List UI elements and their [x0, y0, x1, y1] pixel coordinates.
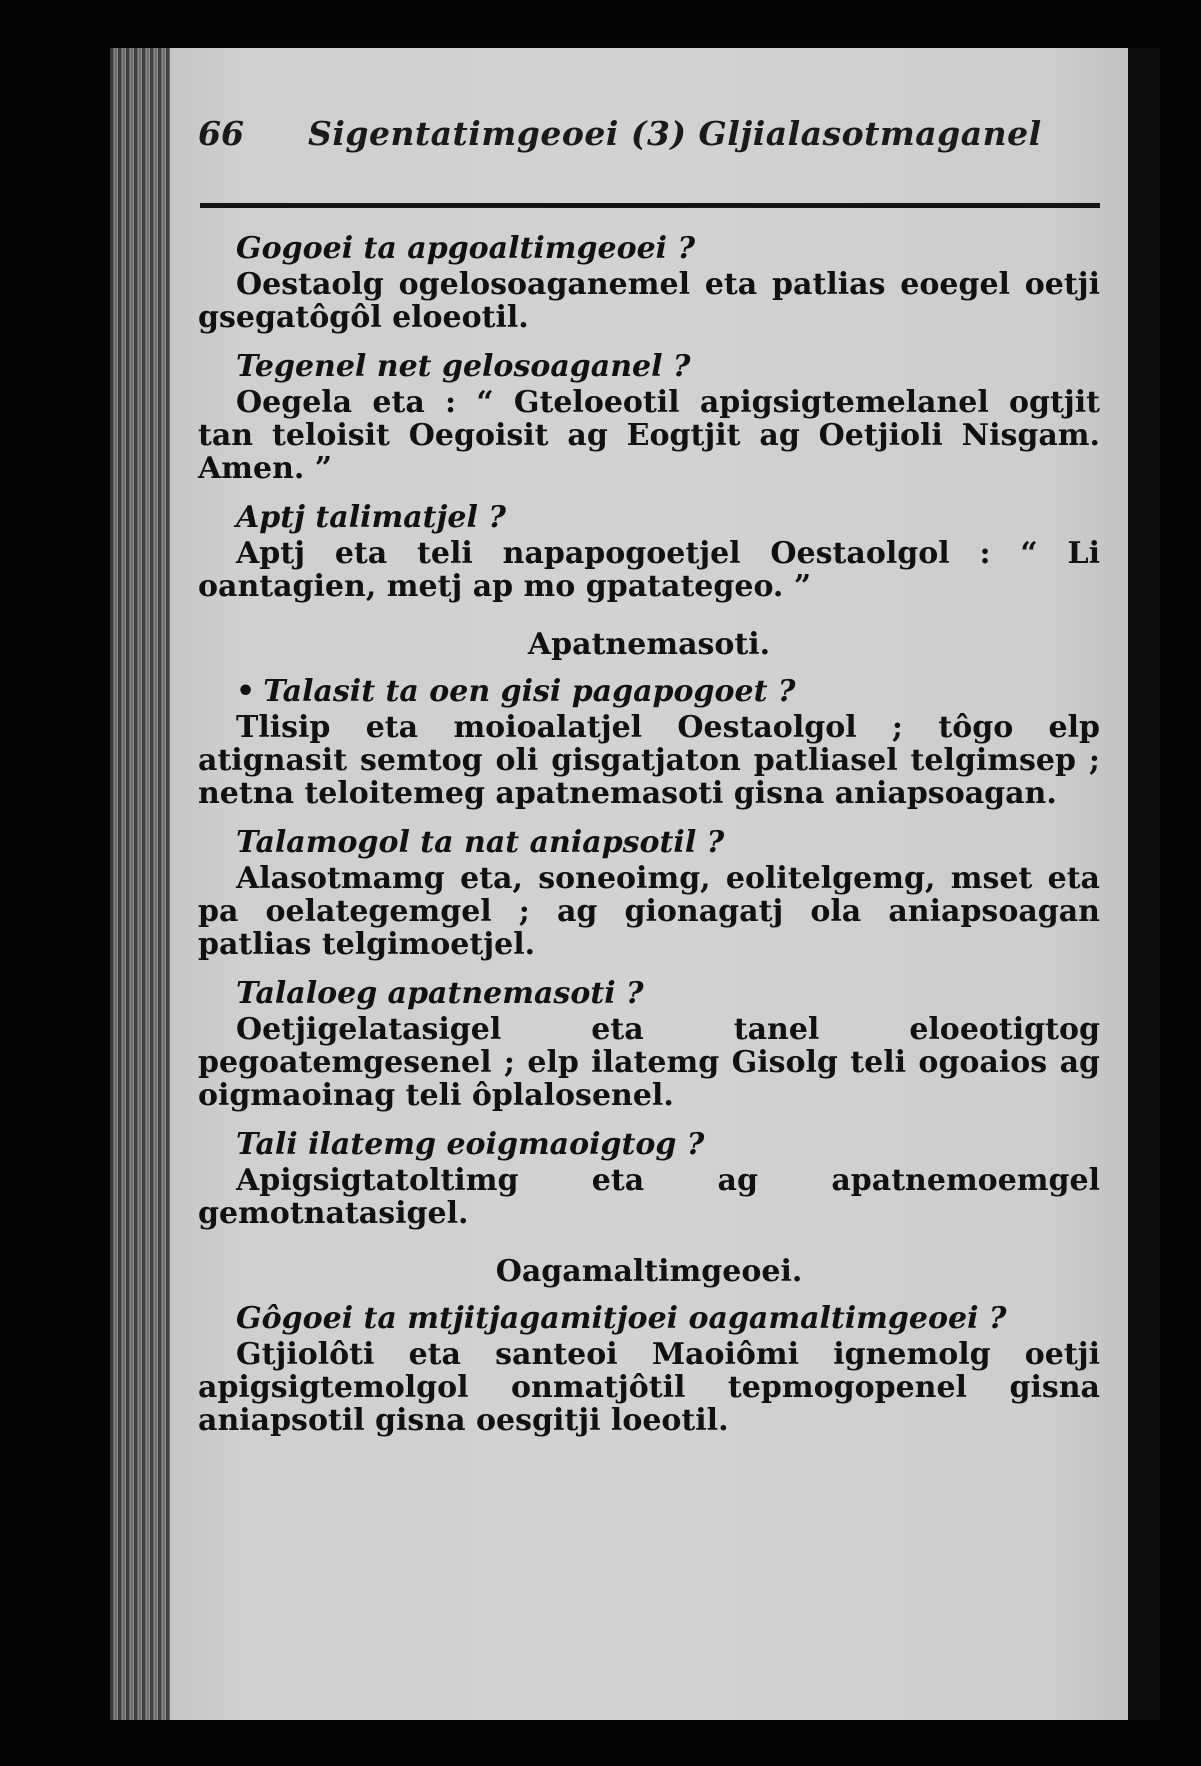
- answer-paragraph: Apigsigtatoltimg eta ag apatnemoemgel gemotnatasigel.: [198, 1163, 1100, 1231]
- answer-paragraph: Oetjigelatasigel eta tanel eloeotigtog pegoatemgesenel ; elp ilatemg Gisolg teli ogoaios ag oigmaoinag teli ôplalosenel.: [198, 1012, 1100, 1113]
- question-text: Talamogol ta nat aniapsotil ?: [236, 825, 725, 860]
- question-text: Gogoei ta apgoaltimgeoei ?: [236, 231, 696, 266]
- question-line: [236, 824, 1100, 862]
- answer-paragraph: Alasotmamg eta, soneoimg, eolitelgemg, mset eta pa oelategemgel ; ag gionagatj ola aniapsoagan patlias telgimoetjel.: [198, 861, 1100, 962]
- question-text: Tegenel net gelosoaganel ?: [236, 349, 691, 384]
- page-number: 66: [198, 114, 244, 153]
- question-line: [236, 499, 1100, 537]
- answer-paragraph: Tlisip eta moioalatjel Oestaolgol ; tôgo elp atignasit semtog oli gisgatjaton patliasel telgimsep ; netna teloitemeg apatnemasoti gisna aniapsoagan.: [198, 710, 1100, 811]
- running-title: Sigentatimgeoei (3) Gljialasotmaganel: [308, 114, 1042, 153]
- question-text: Aptj talimatjel ?: [236, 500, 506, 535]
- question-text: Gôgoei ta mtjitjagamitjoei oagamaltimgeoei ?: [236, 1301, 1007, 1336]
- question-line: [236, 230, 1100, 268]
- section-heading: Oagamaltimgeoei.: [495, 1254, 803, 1289]
- header-rule: [200, 203, 1100, 208]
- section-heading: Apatnemasoti.: [527, 627, 771, 662]
- page-edge-shadow: [1128, 48, 1160, 1720]
- book-spine: [110, 48, 170, 1720]
- answer-paragraph: Oestaolg ogelosoaganemel eta patlias eoegel oetji gsegatôgôl eloeotil.: [198, 267, 1100, 335]
- question-text: Tali ilatemg eoigmaoigtog ?: [236, 1127, 705, 1162]
- question-line: [236, 348, 1100, 386]
- answer-paragraph: Aptj eta teli napapogoetjel Oestaolgol : “ Li oantagien, metj ap mo gpatategeo. ”: [198, 536, 1100, 604]
- answer-paragraph: Gtjiolôti eta santeoi Maoiômi ignemolg oetji apigsigtemolgol onmatjôtil tepmogopenel gisna aniapsotil gisna oesgitji loeotil.: [198, 1337, 1100, 1438]
- answer-paragraph: Oegela eta : “ Gteloeotil apigsigtemelanel ogtjit tan teloisit Oegoisit ag Eogtjit ag Oetjioli Nisgam. Amen. ”: [198, 385, 1100, 486]
- question-line: [236, 975, 1100, 1013]
- page-body: [198, 230, 1100, 1451]
- question-line: [236, 673, 1100, 711]
- question-line: [236, 1300, 1100, 1338]
- bullet-marker: •: [236, 674, 256, 709]
- question-line: [236, 1126, 1100, 1164]
- question-text: Talasit ta oen gisi pagapogoet ?: [263, 674, 796, 709]
- question-text: Talaloeg apatnemasoti ?: [236, 976, 644, 1011]
- running-header: [198, 106, 1098, 166]
